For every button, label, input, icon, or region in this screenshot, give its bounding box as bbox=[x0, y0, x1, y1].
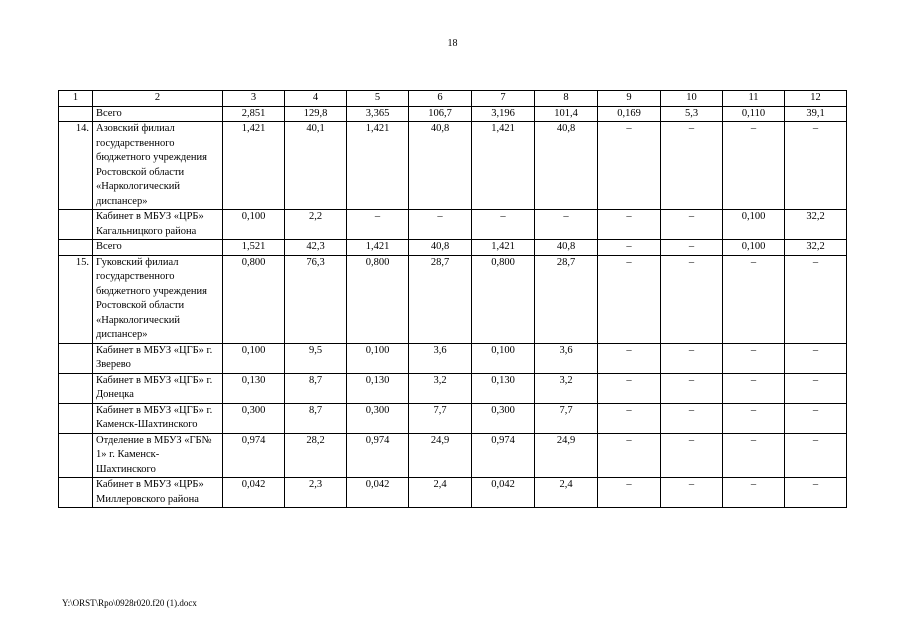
value-cell: 3,196 bbox=[472, 106, 535, 122]
table-row bbox=[59, 210, 847, 240]
institution-name: Всего bbox=[93, 106, 223, 122]
value-cell: – bbox=[723, 433, 785, 478]
value-cell: 2,3 bbox=[285, 478, 347, 508]
column-header: 4 bbox=[285, 91, 347, 107]
value-cell: – bbox=[785, 122, 847, 210]
value-cell: 8,7 bbox=[285, 403, 347, 433]
table-row bbox=[59, 403, 847, 433]
row-number: 14. bbox=[59, 122, 93, 210]
value-cell: 1,521 bbox=[223, 240, 285, 256]
footer-file-path: Y:\ORST\Rpo\0928r020.f20 (1).docx bbox=[62, 598, 197, 608]
value-cell: 0,130 bbox=[472, 373, 535, 403]
value-cell: – bbox=[661, 478, 723, 508]
value-cell: 40,8 bbox=[409, 240, 472, 256]
value-cell: 3,6 bbox=[535, 343, 598, 373]
row-number bbox=[59, 210, 93, 240]
value-cell: 7,7 bbox=[409, 403, 472, 433]
value-cell: 32,2 bbox=[785, 210, 847, 240]
value-cell: 0,100 bbox=[223, 210, 285, 240]
value-cell: 42,3 bbox=[285, 240, 347, 256]
value-cell: – bbox=[785, 343, 847, 373]
column-header: 8 bbox=[535, 91, 598, 107]
value-cell: – bbox=[598, 240, 661, 256]
value-cell: 40,8 bbox=[409, 122, 472, 210]
column-header: 12 bbox=[785, 91, 847, 107]
value-cell: 0,800 bbox=[472, 255, 535, 343]
value-cell: – bbox=[785, 373, 847, 403]
value-cell: – bbox=[472, 210, 535, 240]
column-header: 2 bbox=[93, 91, 223, 107]
value-cell: 3,365 bbox=[347, 106, 409, 122]
value-cell: – bbox=[598, 478, 661, 508]
value-cell: 3,6 bbox=[409, 343, 472, 373]
institution-name: Кабинет в МБУЗ «ЦГБ» г. Каменск-Шахтинского bbox=[93, 403, 223, 433]
value-cell: 1,421 bbox=[347, 122, 409, 210]
table-row bbox=[59, 255, 847, 343]
value-cell: 0,100 bbox=[472, 343, 535, 373]
value-cell: – bbox=[598, 343, 661, 373]
value-cell: 3,2 bbox=[409, 373, 472, 403]
value-cell: 40,8 bbox=[535, 240, 598, 256]
value-cell: – bbox=[661, 122, 723, 210]
value-cell: 0,110 bbox=[723, 106, 785, 122]
value-cell: – bbox=[785, 255, 847, 343]
value-cell: 40,1 bbox=[285, 122, 347, 210]
value-cell: 1,421 bbox=[472, 122, 535, 210]
column-header: 9 bbox=[598, 91, 661, 107]
value-cell: 0,300 bbox=[223, 403, 285, 433]
value-cell: – bbox=[661, 210, 723, 240]
value-cell: 24,9 bbox=[535, 433, 598, 478]
row-number bbox=[59, 478, 93, 508]
value-cell: – bbox=[535, 210, 598, 240]
value-cell: 0,042 bbox=[472, 478, 535, 508]
value-cell: 3,2 bbox=[535, 373, 598, 403]
value-cell: – bbox=[598, 255, 661, 343]
value-cell: – bbox=[785, 478, 847, 508]
value-cell: – bbox=[785, 403, 847, 433]
value-cell: – bbox=[661, 240, 723, 256]
value-cell: – bbox=[723, 403, 785, 433]
value-cell: 2,4 bbox=[409, 478, 472, 508]
table-row bbox=[59, 122, 847, 210]
institution-name: Отделение в МБУЗ «ГБ№ 1» г. Каменск-Шахтинского bbox=[93, 433, 223, 478]
value-cell: 0,974 bbox=[472, 433, 535, 478]
table-row bbox=[59, 240, 847, 256]
column-header: 1 bbox=[59, 91, 93, 107]
value-cell: 0,130 bbox=[347, 373, 409, 403]
value-cell: 8,7 bbox=[285, 373, 347, 403]
value-cell: 32,2 bbox=[785, 240, 847, 256]
value-cell: – bbox=[723, 122, 785, 210]
value-cell: 0,042 bbox=[223, 478, 285, 508]
table-row bbox=[59, 373, 847, 403]
value-cell: 129,8 bbox=[285, 106, 347, 122]
value-cell: 0,300 bbox=[472, 403, 535, 433]
value-cell: 0,300 bbox=[347, 403, 409, 433]
row-number: 15. bbox=[59, 255, 93, 343]
value-cell: – bbox=[347, 210, 409, 240]
value-cell: 40,8 bbox=[535, 122, 598, 210]
value-cell: 0,974 bbox=[223, 433, 285, 478]
value-cell: 2,2 bbox=[285, 210, 347, 240]
value-cell: – bbox=[661, 373, 723, 403]
value-cell: 7,7 bbox=[535, 403, 598, 433]
value-cell: – bbox=[661, 433, 723, 478]
value-cell: 0,130 bbox=[223, 373, 285, 403]
value-cell: – bbox=[598, 122, 661, 210]
table-row bbox=[59, 343, 847, 373]
column-header: 11 bbox=[723, 91, 785, 107]
value-cell: – bbox=[723, 255, 785, 343]
institution-name: Кабинет в МБУЗ «ЦРБ» Кагальницкого района bbox=[93, 210, 223, 240]
page-number: 18 bbox=[447, 38, 458, 49]
value-cell: 1,421 bbox=[472, 240, 535, 256]
value-cell: 0,800 bbox=[223, 255, 285, 343]
row-number bbox=[59, 106, 93, 122]
table-row bbox=[59, 433, 847, 478]
institution-name: Кабинет в МБУЗ «ЦРБ» Миллеровского района bbox=[93, 478, 223, 508]
value-cell: 28,7 bbox=[409, 255, 472, 343]
table-row bbox=[59, 478, 847, 508]
institution-name: Всего bbox=[93, 240, 223, 256]
column-header: 5 bbox=[347, 91, 409, 107]
value-cell: – bbox=[598, 210, 661, 240]
row-number bbox=[59, 433, 93, 478]
value-cell: – bbox=[598, 433, 661, 478]
institution-name: Азовский филиал государственного бюджетного учреждения Ростовской области «Наркологический диспансер» bbox=[93, 122, 223, 210]
value-cell: 9,5 bbox=[285, 343, 347, 373]
data-table bbox=[58, 90, 847, 508]
value-cell: 0,042 bbox=[347, 478, 409, 508]
value-cell: 0,100 bbox=[723, 240, 785, 256]
value-cell: 0,800 bbox=[347, 255, 409, 343]
value-cell: 28,7 bbox=[535, 255, 598, 343]
value-cell: 0,169 bbox=[598, 106, 661, 122]
column-header: 6 bbox=[409, 91, 472, 107]
value-cell: 0,100 bbox=[723, 210, 785, 240]
value-cell: 28,2 bbox=[285, 433, 347, 478]
institution-name: Гуковский филиал государственного бюджетного учреждения Ростовской области «Наркологический диспансер» bbox=[93, 255, 223, 343]
value-cell: 0,100 bbox=[223, 343, 285, 373]
value-cell: – bbox=[723, 343, 785, 373]
row-number bbox=[59, 403, 93, 433]
column-header: 3 bbox=[223, 91, 285, 107]
value-cell: 106,7 bbox=[409, 106, 472, 122]
value-cell: – bbox=[598, 373, 661, 403]
value-cell: 0,974 bbox=[347, 433, 409, 478]
table-row bbox=[59, 106, 847, 122]
value-cell: 101,4 bbox=[535, 106, 598, 122]
row-number bbox=[59, 373, 93, 403]
value-cell: – bbox=[785, 433, 847, 478]
value-cell: 24,9 bbox=[409, 433, 472, 478]
value-cell: – bbox=[723, 373, 785, 403]
row-number bbox=[59, 343, 93, 373]
value-cell: 5,3 bbox=[661, 106, 723, 122]
value-cell: 0,100 bbox=[347, 343, 409, 373]
value-cell: – bbox=[598, 403, 661, 433]
value-cell: – bbox=[409, 210, 472, 240]
value-cell: 1,421 bbox=[347, 240, 409, 256]
institution-name: Кабинет в МБУЗ «ЦГБ» г. Донецка bbox=[93, 373, 223, 403]
value-cell: – bbox=[723, 478, 785, 508]
column-header: 7 bbox=[472, 91, 535, 107]
institution-name: Кабинет в МБУЗ «ЦГБ» г. Зверево bbox=[93, 343, 223, 373]
row-number bbox=[59, 240, 93, 256]
value-cell: – bbox=[661, 343, 723, 373]
value-cell: 76,3 bbox=[285, 255, 347, 343]
value-cell: 39,1 bbox=[785, 106, 847, 122]
column-header: 10 bbox=[661, 91, 723, 107]
value-cell: – bbox=[661, 403, 723, 433]
value-cell: – bbox=[661, 255, 723, 343]
value-cell: 2,4 bbox=[535, 478, 598, 508]
value-cell: 1,421 bbox=[223, 122, 285, 210]
value-cell: 2,851 bbox=[223, 106, 285, 122]
table-header-row bbox=[59, 91, 847, 107]
